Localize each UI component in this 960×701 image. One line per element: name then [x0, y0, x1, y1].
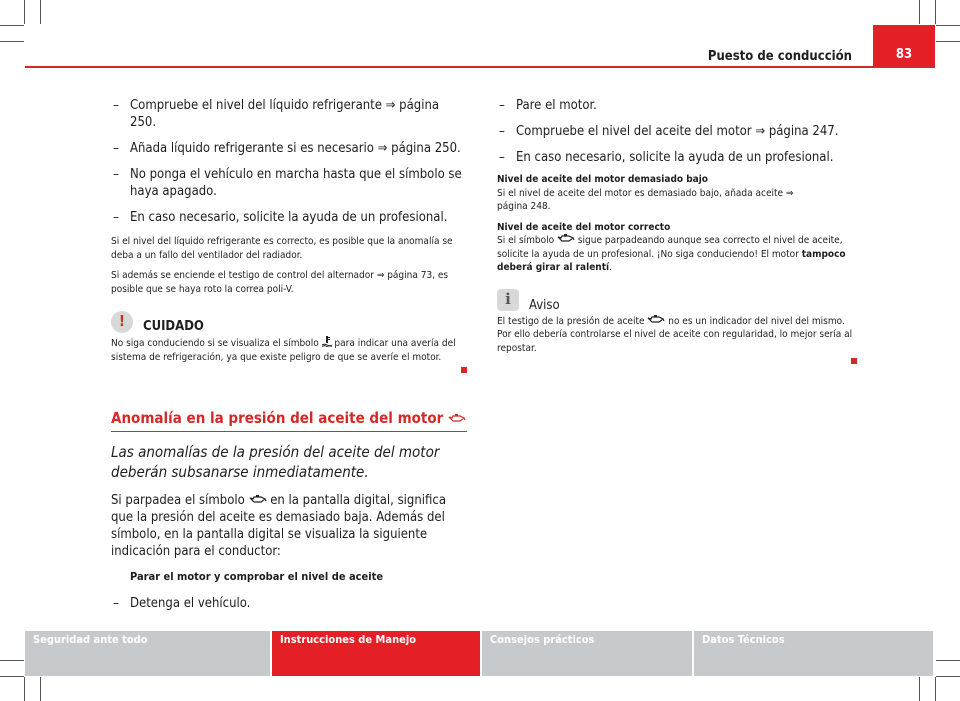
warning-icon: ! [111, 311, 133, 333]
page-header-title: Puesto de conducción [707, 49, 852, 64]
aviso-header [497, 288, 857, 313]
list-item-text: Pare el motor. [516, 98, 597, 113]
warning-header [111, 309, 467, 334]
list-item: – Añada líquido refrigerante si es necesario ⇒ página 250. [113, 141, 461, 156]
list-item: – Detenga el vehículo. [113, 596, 251, 611]
list-item-text: Añada líquido refrigerante si es necesario ⇒ página 250. [130, 141, 461, 156]
crop-mark [936, 676, 960, 677]
crop-mark [40, 677, 41, 701]
crop-mark [936, 25, 960, 26]
warning-text: No siga conduciendo si se visualiza el símbolo para indicar una avería del sistema de refrigeración, ya que existe peligro de que se averíe el motor. [111, 338, 456, 363]
crop-mark [40, 0, 41, 24]
list-item-text: En caso necesario, solicite la ayuda de un profesional. [130, 210, 448, 225]
oil-pressure-icon [448, 414, 466, 423]
crop-mark [0, 41, 24, 42]
coolant-temperature-icon [322, 336, 332, 347]
oil-pressure-icon [249, 495, 267, 504]
left-column [111, 97, 467, 621]
crop-mark [919, 0, 920, 24]
paragraph: Si el símbolo sigue parpadeando aunque sea correcto el nivel de aceite, solicite la ayuda de un profesional. ¡No siga conduciendo! El motor tampoco deberá girar al ralentí. [497, 235, 846, 273]
list-item-text: Detenga el vehículo. [130, 596, 251, 611]
right-column [497, 97, 857, 368]
crop-mark [919, 677, 920, 701]
crop-mark [0, 25, 24, 26]
section-title: Anomalía en la presión del aceite del motor [111, 409, 467, 432]
page-number: 83 [895, 47, 913, 62]
page-number-box [873, 25, 935, 68]
list-item: – En caso necesario, solicite la ayuda de un profesional. [499, 150, 834, 165]
footer-nav [25, 631, 935, 676]
header-rule [25, 66, 935, 68]
subheading: Nivel de aceite del motor correcto [497, 221, 671, 233]
aviso-title: Aviso [529, 297, 560, 313]
tab-instrucciones[interactable]: Instrucciones de Manejo [272, 631, 480, 676]
section-lead: Las anomalías de la presión del aceite del motor deberán subsanarse inmediatamente. [111, 443, 440, 481]
oil-pressure-icon [557, 234, 575, 243]
list-item-text: Compruebe el nivel del aceite del motor ⇒ página 247. [516, 124, 839, 139]
paragraph: Si además se enciende el testigo de control del alternador ⇒ página 73, es posible que se haya roto la correa poli-V. [111, 270, 449, 295]
tab-consejos[interactable]: Consejos prácticos [482, 631, 692, 676]
list-item: – Compruebe el nivel del aceite del motor ⇒ página 247. [499, 124, 839, 139]
paragraph: Si parpadea el símbolo en la pantalla digital, significa que la presión del aceite es demasiado baja. Además del símbolo, en la pantalla digital se visualiza la siguiente indicación para el conductor: [111, 493, 446, 559]
paragraph: Si el nivel de aceite del motor es demasiado bajo, añada aceite ⇒ página 248. [497, 187, 794, 212]
subheading: Nivel de aceite del motor demasiado bajo [497, 174, 708, 185]
list-item-text: No ponga el vehículo en marcha hasta que el símbolo se haya apagado. [130, 167, 462, 199]
tab-seguridad[interactable]: Seguridad ante todo [25, 631, 270, 676]
warning-title: CUIDADO [143, 319, 204, 334]
list-item: – No ponga el vehículo en marcha hasta que el símbolo se haya apagado. [113, 167, 462, 199]
crop-mark [0, 676, 24, 677]
list-item: – Pare el motor. [499, 98, 597, 113]
crop-mark [0, 660, 24, 661]
crop-mark [935, 677, 936, 701]
crop-mark [936, 660, 960, 661]
crop-mark [935, 0, 936, 24]
paragraph: Si el nivel del líquido refrigerante es correcto, es posible que la anomalía se deba a un fallo del ventilador del radiador. [111, 236, 453, 261]
list-item: – En caso necesario, solicite la ayuda de un profesional. [113, 210, 448, 225]
section-end-marker [461, 367, 467, 373]
display-message: Parar el motor y comprobar el nivel de aceite [130, 570, 384, 583]
info-icon: i [497, 289, 519, 311]
aviso-text: El testigo de la presión de aceite no es un indicador del nivel del mismo. Por ello debería controlarse el nivel de aceite con regularidad, lo mejor sería al repostar. [497, 315, 853, 354]
tab-datos[interactable]: Datos Técnicos [694, 631, 933, 676]
list-item-text: En caso necesario, solicite la ayuda de un profesional. [516, 150, 834, 165]
crop-mark [936, 41, 960, 42]
crop-mark [24, 0, 25, 24]
list-item-text: Compruebe el nivel del líquido refrigerante ⇒ página 250. [130, 98, 440, 130]
section-end-marker [851, 358, 857, 364]
crop-mark [24, 677, 25, 701]
list-item: – Compruebe el nivel del líquido refrigerante ⇒ página 250. [113, 98, 440, 130]
oil-pressure-icon [647, 315, 665, 324]
